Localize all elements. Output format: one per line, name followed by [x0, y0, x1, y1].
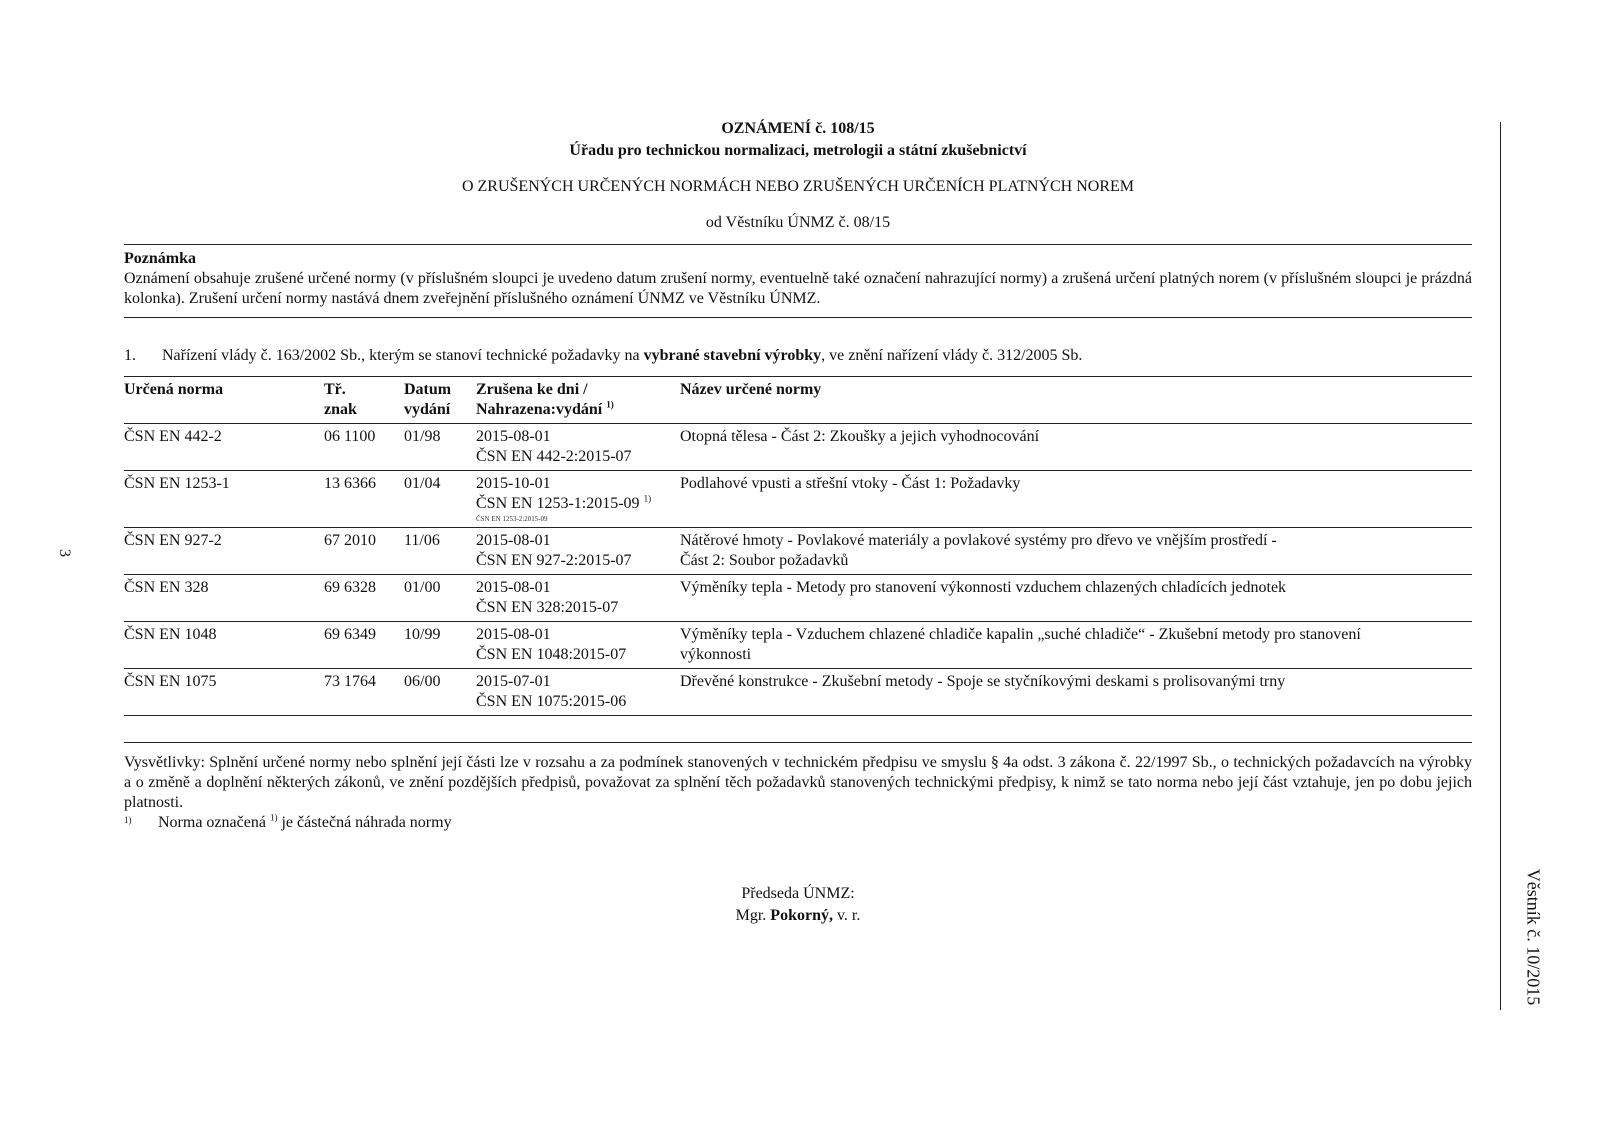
- class-code: 69 6328: [324, 575, 404, 622]
- footnote: [124, 813, 1472, 833]
- class-code: 67 2010: [324, 528, 404, 575]
- divider: [124, 317, 1472, 318]
- notice-authority: Úřadu pro technickou normalizaci, metrologii a státní zkušebnictví: [569, 142, 1027, 159]
- norm-code: ČSN EN 1048: [124, 622, 324, 669]
- norm-name: Nátěrové hmoty - Povlakové materiály a povlakové systémy pro dřevo ve vnějším prostředí - Část 2: Soubor požadavků: [680, 528, 1472, 575]
- notice-title: OZNÁMENÍ č. 108/15: [721, 120, 875, 137]
- note-block: [124, 245, 1472, 317]
- norm-code: ČSN EN 1075: [124, 669, 324, 716]
- cancel-date: 2015-08-01: [476, 532, 551, 549]
- norm-code: ČSN EN 328: [124, 575, 324, 622]
- cancel-date: 2015-08-01: [476, 579, 551, 596]
- notice-since: od Věstníku ÚNMZ č. 08/15: [705, 214, 891, 231]
- cancellation: [476, 622, 680, 669]
- replaced-by: ČSN EN 328:2015-07: [476, 599, 619, 616]
- issue-date: 01/98: [404, 424, 476, 471]
- margin-rule: [1500, 122, 1501, 1010]
- cancel-date: 2015-10-01: [476, 475, 551, 492]
- replaced-by: ČSN EN 442-2:2015-07: [476, 448, 632, 465]
- class-code: 73 1764: [324, 669, 404, 716]
- table-row: [124, 471, 1472, 528]
- cancel-date: 2015-07-01: [476, 673, 551, 690]
- page-number: 3: [56, 549, 73, 557]
- table-row: [124, 424, 1472, 471]
- table-row: [124, 669, 1472, 716]
- notice-heading: O ZRUŠENÝCH URČENÝCH NORMÁCH NEBO ZRUŠENÝCH URČENÍCH PLATNÝCH NOREM: [461, 178, 1135, 195]
- cancellation: [476, 471, 680, 528]
- norms-table: [124, 376, 1472, 716]
- replaced-by: ČSN EN 1253-1:2015-09 $^{1)}$: [476, 493, 652, 512]
- cancel-date: 2015-08-01: [476, 626, 551, 643]
- cancellation: [476, 669, 680, 716]
- note-title: Poznámka: [124, 250, 196, 267]
- col-name: Název určené normy: [680, 377, 1472, 424]
- explanation: [124, 742, 1472, 833]
- footnote-mark: 1): [124, 815, 132, 825]
- signature-block: [124, 883, 1472, 927]
- col-date: Datum vydání: [404, 377, 476, 424]
- issue-date: 11/06: [404, 528, 476, 575]
- col-norm: Určená norma: [124, 377, 324, 424]
- norm-name: Výměníky tepla - Vzduchem chlazené chladiče kapalin „suché chladiče“ - Zkušební metody pro stanovení výkonnosti: [680, 622, 1472, 669]
- replaced-by: ČSN EN 927-2:2015-07: [476, 552, 632, 569]
- table-row: [124, 622, 1472, 669]
- signature-role: Předseda ÚNMZ:: [741, 885, 855, 902]
- cancellation: [476, 575, 680, 622]
- table-header-row: [124, 377, 1472, 424]
- norm-code: ČSN EN 927-2: [124, 528, 324, 575]
- issue-date: 10/99: [404, 622, 476, 669]
- issue-date: 01/00: [404, 575, 476, 622]
- note-text: Oznámení obsahuje zrušené určené normy (v příslušném sloupci je uvedeno datum zrušení normy, eventuelně také označení nahrazující normy) a zrušená určení platných norem (v příslušném sloupci je prázdná kolonka). Zrušení určení normy nastává dnem zveřejnění příslušného oznámení ÚNMZ ve Věstníku ÚNMZ.: [124, 270, 1472, 307]
- section-heading: [124, 346, 1472, 366]
- document-body: [124, 118, 1472, 927]
- document-header: [124, 118, 1472, 234]
- section-text: Nařízení vlády č. 163/2002 Sb., kterým se stanoví technické požadavky na vybrané stavební výrobky, ve znění nařízení vlády č. 312/2005 Sb.: [162, 347, 1083, 364]
- cancellation: [476, 528, 680, 575]
- class-code: 06 1100: [324, 424, 404, 471]
- class-code: 13 6366: [324, 471, 404, 528]
- footnote-text: Norma označená $^{1)}$ je částečná náhrada normy: [158, 812, 452, 831]
- cancel-date: 2015-08-01: [476, 428, 551, 445]
- class-code: 69 6349: [324, 622, 404, 669]
- norm-code: ČSN EN 442-2: [124, 424, 324, 471]
- table-row: [124, 528, 1472, 575]
- replaced-by: ČSN EN 1075:2015-06: [476, 693, 627, 710]
- col-cancelled: Zrušena ke dni / Nahrazena:vydání $^{1)}$: [476, 377, 680, 424]
- cancellation: [476, 424, 680, 471]
- replaced-by: ČSN EN 1048:2015-07: [476, 646, 627, 663]
- norm-code: ČSN EN 1253-1: [124, 471, 324, 528]
- bulletin-side-title: Věstník č. 10/2015: [1523, 868, 1544, 1006]
- replaced-by-small: ČSN EN 1253-2:2015-09: [476, 515, 548, 523]
- issue-date: 01/04: [404, 471, 476, 528]
- norm-name: Dřevěné konstrukce - Zkušební metody - Spoje se styčníkovými deskami s prolisovanými trny: [680, 669, 1472, 716]
- table-row: [124, 575, 1472, 622]
- norm-name: Otopná tělesa - Část 2: Zkoušky a jejich vyhodnocování: [680, 424, 1472, 471]
- section-number: 1.: [124, 347, 136, 364]
- explanation-text: Vysvětlivky: Splnění určené normy nebo splnění její části lze v rozsahu a za podmínek stanovených v technickém předpisu ve smyslu § 4a odst. 3 zákona č. 22/1997 Sb., o technických požadavcích na výrobky a o změně a doplnění některých zákonů, ve znění pozdějších předpisů, považovat za splnění těch požadavků stanovených technickými předpisy, k nimž se tato norma nebo její část vztahuje, jen po dobu jejich platnosti.: [124, 754, 1472, 811]
- signature-name: Mgr. Pokorný, v. r.: [735, 907, 861, 924]
- norm-name: Podlahové vpusti a střešní vtoky - Část 1: Požadavky: [680, 471, 1472, 528]
- col-class: Tř. znak: [324, 377, 404, 424]
- norm-name: Výměníky tepla - Metody pro stanovení výkonnosti vzduchem chlazených chladících jednotek: [680, 575, 1472, 622]
- issue-date: 06/00: [404, 669, 476, 716]
